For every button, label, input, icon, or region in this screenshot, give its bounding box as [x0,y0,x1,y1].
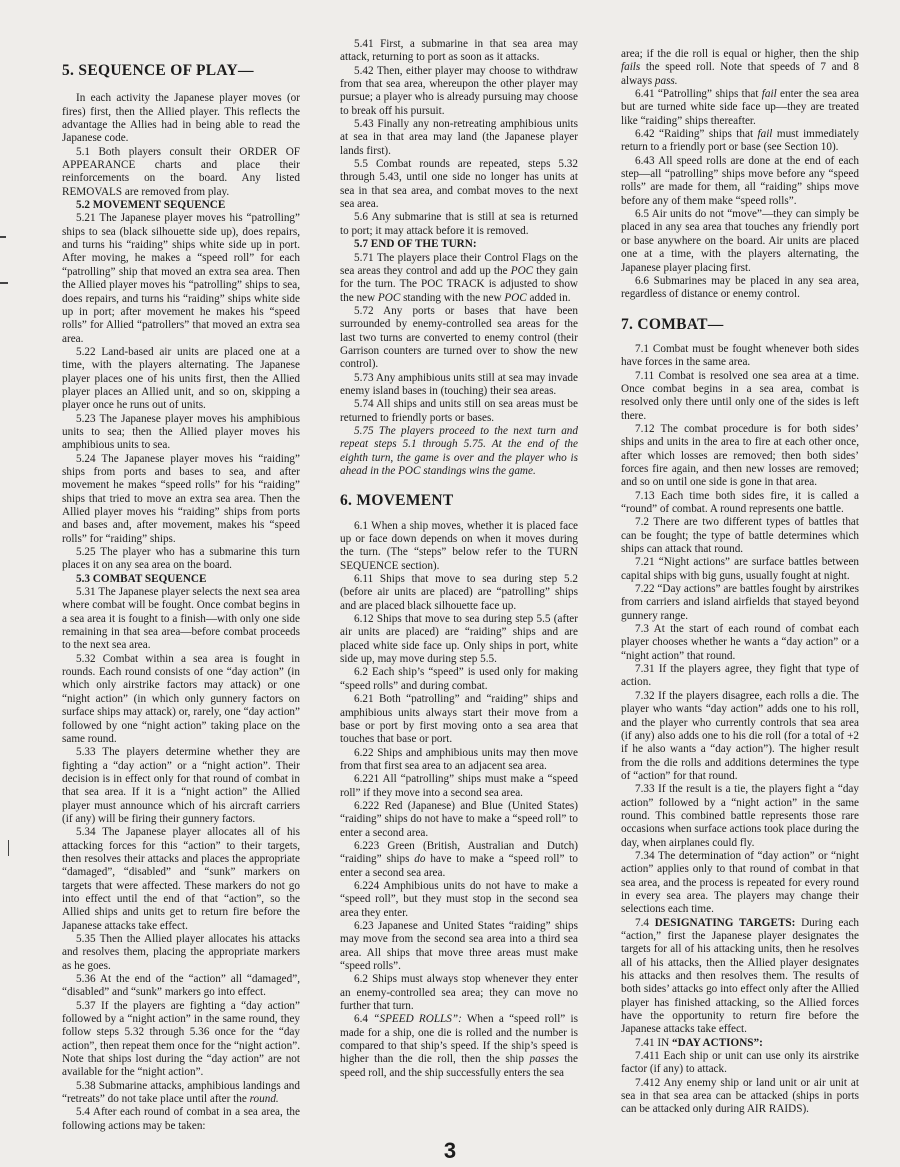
page-number: 3 [443,1138,457,1163]
paragraph: 7.34 The determination of “day action” or “night action” applies only to that round of combat in that sea area, and the process is repeated for every round in every sea area. The players may change their selections each time. [621,849,859,916]
paragraph: 6.11 Ships that move to sea during step 5.2 (before air units are placed) are “patrolling” ships and are placed black silhouette face up. [340,573,578,612]
paragraph: 5.41 First, a submarine in that sea area may attack, returning to port as soon as it attacks. [340,38,578,64]
subheading-day-actions: 7.41 IN “DAY ACTIONS”: [635,1036,763,1049]
section-heading-combat: 7. COMBAT— [621,315,724,333]
paragraph: 6.224 Amphibious units do not have to make a “speed roll”, but they must stop in the second sea area they enter. [340,879,578,919]
paragraph: 6.6 Submarines may be placed in any sea area, regardless of distance or enemy control. [621,274,859,301]
paragraph: 5.37 If the players are fighting a “day action” followed by a “night action” in the same round, they follow steps 5.32 through 5.36 once for the “day action”, then repeat them once for the “night action”. Note that ships lost during the “day action” are not available for the “night action”. [62,999,300,1079]
column-right [621,48,859,1117]
column-middle [340,38,578,1080]
paragraph: 5.43 Finally any non-retreating amphibious units at sea in that area may land (the Japanese player lands first). [340,118,578,157]
paragraph: 7.31 If the players agree, they fight that type of action. [621,663,859,689]
paragraph: 5.5 Combat rounds are repeated, steps 5.32 through 5.43, until one side no longer has units at sea in that sea area, and combat moves to the next sea area. [340,158,578,211]
paragraph: 5.36 At the end of the “action” all “damaged”, “disabled” and “sunk” markers go into effect. [62,973,300,999]
paragraph: 5.73 Any amphibious units still at sea may invade enemy island bases in (touching) their sea areas. [340,371,578,397]
paragraph: 7.33 If the result is a tie, the players fight a “day action” followed by a “night action” in the same round. This combined battle represents those rare occasions when surface actions took place during the day, when airplanes could fly. [621,783,859,849]
paragraph: 6.5 Air units do not “move”—they can simply be placed in any sea area that touches any friendly port or base anywhere on the board. Air units are placed one at a time, with the players alternating, the Japanese player placing first. [621,208,859,274]
paragraph: 6.23 Japanese and United States “raiding” ships may move from the second sea area into a third sea area. All ships that move three areas must make “speed rolls”. [340,920,578,973]
paragraph: 7.411 Each ship or unit can use only its airstrike factor (if any) to attack. [621,1050,859,1076]
paragraph: 7.4 DESIGNATING TARGETS: During each “action,” first the Japanese player designates the targets for all of his attacking units, then he resolves all of his attacks, then the Allied player designates his attacks and then resolves them. The results of both sides’ attacks go into effect only after the Allied player has finished attacking, so the Allied forces have the opportunity to return fire before the Japanese attacks take effect. [621,916,860,1036]
paragraph: 7.412 Any enemy ship or land unit or air unit at sea in that sea area can be attacked (ships in ports can be attacked only during AIR RAIDS). [621,1076,859,1116]
paragraph: 7.11 Combat is resolved one sea area at a time. Once combat begins in a sea area, combat is resolved only there until only one of the sides is left there. [621,369,859,422]
paragraph: 6.2 Ships must always stop whenever they enter an enemy-controlled sea area; they can move no further that turn. [340,973,578,1013]
section-heading-movement: 6. MOVEMENT [340,492,454,510]
paragraph: 5.33 The players determine whether they are fighting a “day action” or a “night action”. Their decision is in effect only for that round of combat in that sea area. If it is a “night action” the Allied player must announce which of his aircraft carriers (if any) will be firing their gunnery factors. [62,746,300,825]
paragraph: 6.1 When a ship moves, whether it is placed face up or face down depends on when it moves during the turn. (The “steps” below refer to the TURN SEQUENCE section). [340,519,578,572]
paragraph: 6.12 Ships that move to sea during step 5.5 (after air units are placed) are “raiding” ships and are placed white side face up. Only ships in port, white side up, may move during step 5.5. [340,613,578,666]
margin-mark [0,236,6,238]
paragraph: 5.38 Submarine attacks, amphibious landings and “retreats” do not take place until after the round. [62,1079,300,1106]
paragraph: In each activity the Japanese player moves (or fires) first, then the Allied player. This reflects the advantage the Allies had in being able to read the Japanese code. [62,92,300,145]
paragraph: 7.2 There are two different types of battles that can be fought; the type of battle determines which ships can attack that round. [621,516,859,556]
paragraph: 6.4 “SPEED ROLLS”: When a “speed roll” is made for a ship, one die is rolled and the number is compared to that ship’s speed. If the ship’s speed is higher than the die roll, then the ship passes the speed roll, and the ship successfully enters the sea [340,1013,578,1079]
paragraph: 5.25 The player who has a submarine this turn places it on any sea area on the board. [62,546,300,572]
paragraph: 5.4 After each round of combat in a sea area, the following actions may be taken: [62,1106,300,1132]
subheading-combat-sequence: 5.3 COMBAT SEQUENCE [76,572,207,585]
paragraph: 5.72 Any ports or bases that have been surrounded by enemy-controlled sea areas for the last two turns are converted to enemy control (their Garrison counters are turned over to show the new control). [340,304,578,371]
paragraph: 5.24 The Japanese player moves his “raiding” ships from ports and bases to sea, and after movement he makes “speed rolls” for his “raiding” ships that tried to move an extra sea area. Then the Allied player moves his “raiding” ships from ports and bases and, after movement, makes his “speed rolls” for “raiding” ships. [62,452,300,545]
paragraph: 6.43 All speed rolls are done at the end of each step—all “patrolling” ships move before any “speed rolls” are made for them, all “raiding” ships move before any of them make “speed rolls”. [621,154,859,207]
paragraph: 7.22 “Day actions” are battles fought by airstrikes from carriers and island airfields that stayed beyond gunnery range. [621,583,859,622]
paragraph: 6.21 Both “patrolling” and “raiding” ships and amphibious units always start their move from a base or port by first moving onto a sea area that touches that base or port. [340,693,578,746]
paragraph: 6.222 Red (Japanese) and Blue (United States) “raiding” ships do not have to make a “speed roll” to enter a second area. [340,799,578,839]
paragraph: 7.13 Each time both sides fire, it is called a “round” of combat. A round represents one battle. [621,489,859,515]
paragraph: 7.12 The combat procedure is for both sides’ ships and units in the area to fire at each other once, after which losses are removed; then both sides’ forces fire again, and then new losses are removed; and so on until one side is gone in that area. [621,422,859,489]
paragraph: 5.22 Land-based air units are placed one at a time, with the players alternating. The Japanese player places one of his units first, then the Allied player places an Allied unit, and so on, skipping a player once he runs out of units. [62,345,300,412]
subheading-movement-sequence: 5.2 MOVEMENT SEQUENCE [76,199,226,212]
subheading-end-of-turn: 5.7 END OF THE TURN: [354,238,477,251]
paragraph: 5.23 The Japanese player moves his amphibious units to sea; then the Allied player moves his amphibious units to sea. [62,412,300,452]
paragraph: 5.21 The Japanese player moves his “patrolling” ships to sea (black silhouette side up), does repairs, and turns his “raiding” ships white side up in port. After moving, he makes a “speed roll” for each “patrolling” ship that moved an extra sea area. Then the Allied player moves his “patrolling” ships to sea, does repairs, and turns his “raiding” ships white side up in port; after movement he makes his “speed rolls” for Allied “patrollers” that moved an extra sea area. [62,212,300,345]
paragraph: 7.21 “Night actions” are surface battles between capital ships with big guns, usually fought at night. [621,556,859,582]
paragraph: 5.32 Combat within a sea area is fought in rounds. Each round consists of one “day action” (in which only airstrike factors may attack) or one “night action” (in which only gunnery factors on surface ships may attack) or, rarely, one “day action” followed by one “night action” taking place on the same round. [62,652,300,745]
paragraph: 7.1 Combat must be fought whenever both sides have forces in the same area. [621,342,859,369]
paragraph: 5.34 The Japanese player allocates all of his attacking forces for this “action” to their targets, then resolves their attacks and places the appropriate “damaged”, “disabled” and “sunk” markers on targets that were affected. These markers do not go into effect until the end of that “action”, so the Allied ships and units get to return fire before the Japanese attacks take effect. [62,826,300,932]
paragraph: 7.32 If the players disagree, each rolls a die. The player who wants “day action” adds one to his roll, and the player who currently controls that sea area (if any) also adds one to his die roll (for a total of +2 if he also wants a “day action”). The higher result from the die rolls and additions determines the type of “action” for that round. [621,689,859,782]
paragraph: 6.42 “Raiding” ships that fail must immediately return to a friendly port or base (see Section 10). [621,128,859,154]
paragraph: 5.71 The players place their Control Flags on the sea areas they control and add up the POC they gain for the turn. The POC TRACK is adjusted to show the new POC standing with the new POC added in. [340,251,578,304]
paragraph: 5.6 Any submarine that is still at sea is returned to port; it may attack before it is removed. [340,211,578,237]
paragraph-italic: 5.75 The players proceed to the next turn and repeat steps 5.1 through 5.75. At the end of the eighth turn, the game is over and the player who is ahead in the POC standings wins the game. [340,424,578,477]
paragraph: 6.22 Ships and amphibious units may then move from that first sea area to an adjacent sea area. [340,746,578,772]
paragraph-continued: area; if the die roll is equal or higher, then the ship fails the speed roll. Note that speeds of 7 and 8 always pass. [621,48,859,87]
paragraph: 6.41 “Patrolling” ships that fail enter the sea area but are turned white side face up—they are treated like “raiding” ships thereafter. [621,88,859,127]
paragraph: 6.223 Green (British, Australian and Dutch) “raiding” ships do have to make a “speed roll” to enter a second sea area. [340,839,578,879]
paragraph: 5.35 Then the Allied player allocates his attacks and resolves them, placing the appropriate markers as he goes. [62,933,300,972]
paragraph: 6.221 All “patrolling” ships must make a “speed roll” if they move into a second sea area. [340,773,578,799]
section-heading-sequence-of-play: 5. SEQUENCE OF PLAY— [62,62,254,79]
paragraph: 5.74 All ships and units still on sea areas must be returned to friendly ports or bases. [340,398,578,424]
paragraph: 7.3 At the start of each round of combat each player chooses whether he wants a “day action” or a “night action” that round. [621,623,859,662]
paragraph: 6.2 Each ship’s “speed” is used only for making “speed rolls” and during combat. [340,666,578,692]
paragraph: 5.1 Both players consult their ORDER OF APPEARANCE charts and place their reinforcements on the board. Any listed REMOVALS are removed from play. [62,145,300,198]
margin-mark [0,282,8,284]
margin-mark [8,840,9,856]
column-left [62,38,300,1133]
paragraph: 5.42 Then, either player may choose to withdraw from that sea area, whereupon the other player may pursue; a player who is already pursuing may choose to break off his pursuit. [340,64,578,117]
paragraph: 5.31 The Japanese player selects the next sea area where combat will be fought. Once combat begins in a sea area it is fought to a finish—with only one side remaining in that sea area—before combat proceeds to the next sea area. [62,586,300,652]
